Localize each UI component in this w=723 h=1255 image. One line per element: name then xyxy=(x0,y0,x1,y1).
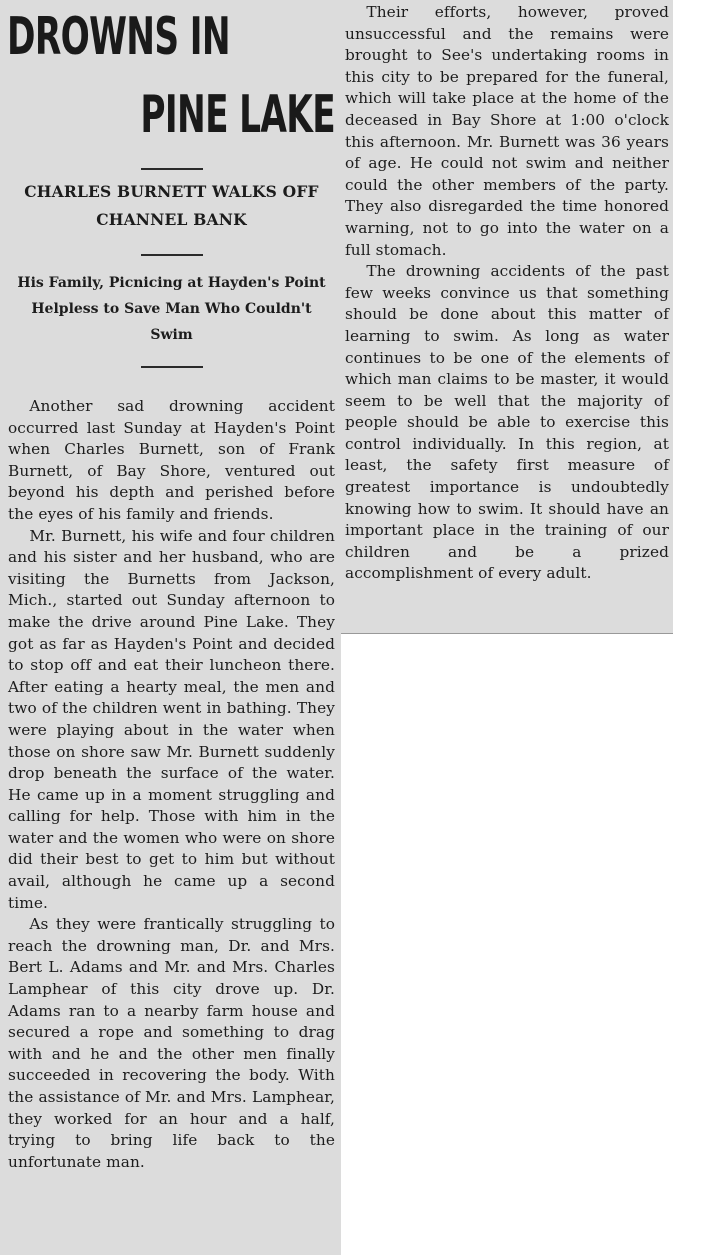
article-paragraph: Their efforts, however, proved unsuccessful and the remains were brought to See's undertaking rooms in this city to be prepared for the funeral, which will take place at the home of the deceased in Bay Shore at 1:00 o'clock this afternoon. Mr. Burnett was 36 years of age. He could not swim and neither could the other members of the party. They also disregarded the time honored warning, not to go into the water on a full stomach. xyxy=(345,3,669,259)
divider-rule xyxy=(141,254,203,256)
article-paragraph: The drowning accidents of the past few weeks convince us that something should be done about this matter of learning to swim. As long as water continues to be one of the elements of which man claims to be master, it would seem to be well that the majority of people should be able to exercise this control individually. In this region, at least, the safety first measure of greatest importance is undoubtedly knowing how to swim. It should have an important place in the training of our children and be a prized accomplishment of every adult. xyxy=(345,262,669,583)
article-paragraph: As they were frantically struggling to reach the drowning man, Dr. and Mrs. Bert L. Adams and Mr. and Mrs. Charles Lamphear of this city drove up. Dr. Adams ran to a nearby farm house and secured a rope and something to drag with and he and the other men finally succeeded in recovering the body. With the assistance of Mr. and Mrs. Lamphear, they worked for an hour and a half, trying to bring life back to the unfortunate man. xyxy=(8,915,335,1171)
headline-line-2: PINE LAKE xyxy=(140,85,335,145)
right-column xyxy=(341,0,673,634)
subdeck-headline: His Family, Picnicing at Hayden's Point Helpless to Save Man Who Couldn't Swim xyxy=(17,275,326,343)
article-paragraph: Mr. Burnett, his wife and four children and his sister and her husband, who are visiting the Burnetts from Jackson, Mich., started out Sunday afternoon to make the drive around Pine Lake. They got as far as Hayden's Point and decided to stop off and eat their luncheon there. After eating a hearty meal, the men and two of the children went in bathing. They were playing about in the water when those on shore saw Mr. Burnett suddenly drop beneath the surface of the water. He came up in a moment struggling and calling for help. Those with him in the water and the women who were on shore did their best to get to him but without avail, although he came up a second time. xyxy=(8,526,335,912)
left-column xyxy=(0,0,341,1255)
deck-headline: CHARLES BURNETT WALKS OFF CHANNEL BANK xyxy=(24,182,319,229)
divider-rule xyxy=(141,168,203,170)
divider-rule xyxy=(141,366,203,368)
headline-line-1: DROWNS IN xyxy=(7,7,230,67)
article-paragraph: Another sad drowning accident occurred last Sunday at Hayden's Point when Charles Burnett, son of Frank Burnett, of Bay Shore, ventured out beyond his depth and perished before the eyes of his family and friends. xyxy=(8,397,335,523)
